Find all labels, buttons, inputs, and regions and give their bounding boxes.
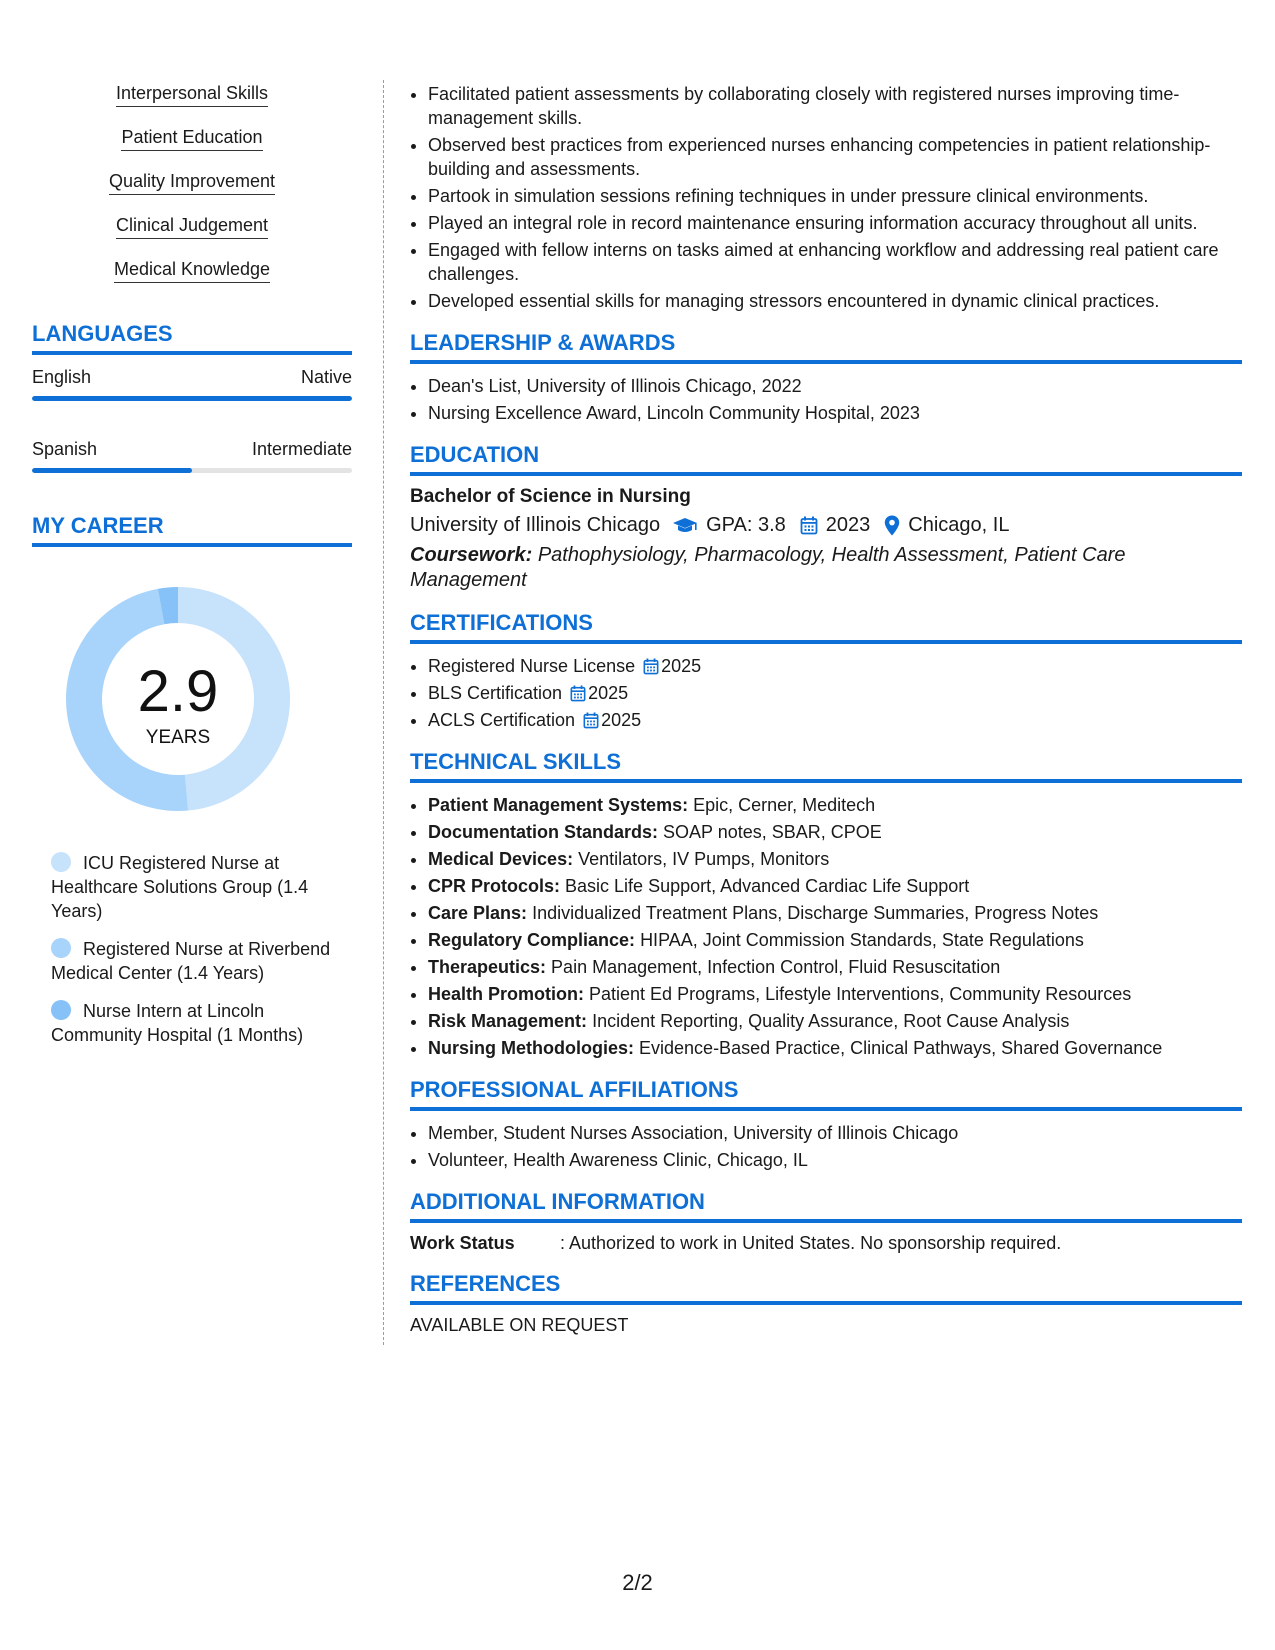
experience-bullet: • Observed best practices from experienced nurses enhancing competencies in patient relationship-building and assessments. bbox=[428, 133, 1242, 181]
career-legend-label: Registered Nurse at Riverbend Medical Center (1.4 Years) bbox=[51, 939, 331, 983]
technical-skill-label: Nursing Methodologies: bbox=[428, 1038, 634, 1058]
languages-heading: LANGUAGES bbox=[32, 321, 352, 355]
coursework-label: Coursework: bbox=[410, 544, 533, 566]
language-bar bbox=[32, 468, 352, 473]
certification-item bbox=[428, 681, 1242, 705]
career-heading: MY CAREER bbox=[32, 513, 352, 547]
calendar-icon bbox=[800, 516, 818, 535]
career-legend-item bbox=[51, 851, 341, 923]
languages-section bbox=[32, 367, 352, 473]
legend-dot-icon bbox=[51, 938, 71, 958]
calendar-icon bbox=[583, 712, 599, 729]
technical-skill-value: Ventilators, IV Pumps, Monitors bbox=[578, 849, 830, 869]
technical-skill-label: CPR Protocols: bbox=[428, 876, 561, 896]
technical-skill-value: Pain Management, Infection Control, Fluid Resuscitation bbox=[551, 957, 1001, 977]
education-entry bbox=[410, 486, 1242, 593]
graduation-cap-icon bbox=[672, 517, 698, 535]
education-year: 2023 bbox=[825, 514, 871, 536]
career-donut-center bbox=[66, 659, 290, 749]
technical-skill-item bbox=[428, 847, 1242, 871]
skill-label: Patient Education bbox=[121, 126, 262, 151]
education-degree: Bachelor of Science in Nursing bbox=[410, 486, 691, 507]
certification-item bbox=[428, 708, 1242, 732]
experience-bullet: • Developed essential skills for managing stressors encountered in dynamic clinical practices. bbox=[428, 289, 1242, 313]
references-heading: REFERENCES bbox=[410, 1270, 1242, 1305]
page-number: 2/2 bbox=[622, 1570, 653, 1595]
language-bar bbox=[32, 396, 352, 401]
work-status-label: Work Status bbox=[410, 1233, 515, 1253]
leadership-item: • Dean's List, University of Illinois Chicago, 2022 bbox=[428, 374, 1242, 398]
left-column bbox=[32, 82, 352, 1061]
technical-skill-value: Incident Reporting, Quality Assurance, Root Cause Analysis bbox=[592, 1011, 1070, 1031]
skill-item bbox=[32, 170, 352, 195]
skill-item bbox=[32, 258, 352, 283]
technical-skill-value: Epic, Cerner, Meditech bbox=[693, 795, 876, 815]
technical-skill-item bbox=[428, 982, 1242, 1006]
language-level: Native bbox=[300, 367, 352, 387]
career-legend-item bbox=[51, 999, 341, 1047]
leadership-item: • Nursing Excellence Award, Lincoln Community Hospital, 2023 bbox=[428, 401, 1242, 425]
certification-name: BLS Certification bbox=[428, 683, 563, 703]
technical-skills-heading: TECHNICAL SKILLS bbox=[410, 748, 1242, 783]
technical-skill-value: Individualized Treatment Plans, Discharge Summaries, Progress Notes bbox=[532, 903, 1099, 923]
technical-skill-item bbox=[428, 820, 1242, 844]
career-donut-chart bbox=[32, 587, 352, 827]
calendar-icon bbox=[643, 658, 659, 675]
additional-info-heading: ADDITIONAL INFORMATION bbox=[410, 1188, 1242, 1223]
technical-skill-value: Basic Life Support, Advanced Cardiac Life Support bbox=[565, 876, 970, 896]
references-text: AVAILABLE ON REQUEST bbox=[410, 1315, 629, 1335]
language-name: English bbox=[32, 367, 92, 387]
technical-skill-label: Risk Management: bbox=[428, 1011, 588, 1031]
affiliations-list bbox=[410, 1121, 1242, 1172]
technical-skill-item bbox=[428, 793, 1242, 817]
work-status-row bbox=[410, 1233, 1242, 1254]
certification-name: Registered Nurse License bbox=[428, 656, 636, 676]
certification-item bbox=[428, 654, 1242, 678]
education-location: Chicago, IL bbox=[908, 514, 1010, 536]
right-column bbox=[410, 82, 1242, 1336]
experience-bullet: • Facilitated patient assessments by collaborating closely with registered nurses improving time-management skills. bbox=[428, 82, 1242, 130]
legend-dot-icon bbox=[51, 852, 71, 872]
coursework-text: Pathophysiology, Pharmacology, Health Assessment, Patient Care Management bbox=[410, 544, 1126, 591]
language-bar-fill bbox=[32, 468, 192, 473]
skill-label: Interpersonal Skills bbox=[116, 82, 268, 107]
certification-name: ACLS Certification bbox=[428, 710, 576, 730]
language-level: Intermediate bbox=[251, 439, 352, 459]
education-school: University of Illinois Chicago bbox=[410, 514, 661, 536]
technical-skill-item bbox=[428, 928, 1242, 952]
technical-skill-item bbox=[428, 955, 1242, 979]
language-row bbox=[32, 367, 352, 388]
certification-year: 2025 bbox=[601, 710, 642, 730]
skill-label: Quality Improvement bbox=[109, 170, 275, 195]
technical-skill-label: Medical Devices: bbox=[428, 849, 574, 869]
skill-label: Medical Knowledge bbox=[114, 258, 270, 283]
skill-item bbox=[32, 126, 352, 151]
experience-bullets bbox=[410, 82, 1242, 313]
education-coursework bbox=[410, 543, 1242, 593]
skill-label: Clinical Judgement bbox=[116, 214, 268, 239]
technical-skill-item bbox=[428, 1009, 1242, 1033]
affiliation-item: • Member, Student Nurses Association, University of Illinois Chicago bbox=[428, 1121, 1242, 1145]
technical-skill-value: HIPAA, Joint Commission Standards, State Regulations bbox=[640, 930, 1084, 950]
career-legend-label: ICU Registered Nurse at Healthcare Solutions Group (1.4 Years) bbox=[51, 853, 309, 921]
technical-skill-value: Evidence-Based Practice, Clinical Pathways, Shared Governance bbox=[639, 1038, 1163, 1058]
leadership-list bbox=[410, 374, 1242, 425]
skill-list bbox=[32, 82, 352, 283]
calendar-icon bbox=[570, 685, 586, 702]
experience-bullet: • Played an integral role in record maintenance ensuring information accuracy throughout all units. bbox=[428, 211, 1242, 235]
technical-skill-value: SOAP notes, SBAR, CPOE bbox=[663, 822, 882, 842]
technical-skill-label: Health Promotion: bbox=[428, 984, 584, 1004]
certifications-heading: CERTIFICATIONS bbox=[410, 609, 1242, 644]
work-status-value: : Authorized to work in United States. No sponsorship required. bbox=[560, 1233, 1062, 1253]
technical-skill-item bbox=[428, 1036, 1242, 1060]
location-pin-icon bbox=[884, 515, 900, 536]
technical-skill-label: Regulatory Compliance: bbox=[428, 930, 636, 950]
education-details bbox=[410, 514, 1242, 537]
skill-item bbox=[32, 214, 352, 239]
language-name: Spanish bbox=[32, 439, 98, 459]
career-total: 2.9 bbox=[137, 659, 219, 724]
experience-bullet: • Partook in simulation sessions refining techniques in under pressure clinical environments. bbox=[428, 184, 1242, 208]
career-legend-item bbox=[51, 937, 341, 985]
technical-skill-item bbox=[428, 874, 1242, 898]
career-legend-label: Nurse Intern at Lincoln Community Hospital (1 Months) bbox=[51, 1001, 304, 1045]
technical-skills-list bbox=[410, 793, 1242, 1060]
column-divider bbox=[383, 80, 384, 1345]
legend-dot-icon bbox=[51, 1000, 71, 1020]
experience-bullet: • Engaged with fellow interns on tasks aimed at enhancing workflow and addressing real patient care challenges. bbox=[428, 238, 1242, 286]
technical-skill-item bbox=[428, 901, 1242, 925]
technical-skill-value: Patient Ed Programs, Lifestyle Interventions, Community Resources bbox=[589, 984, 1132, 1004]
education-heading: EDUCATION bbox=[410, 441, 1242, 476]
technical-skill-label: Documentation Standards: bbox=[428, 822, 659, 842]
certifications-list bbox=[410, 654, 1242, 732]
technical-skill-label: Care Plans: bbox=[428, 903, 528, 923]
language-bar-fill bbox=[32, 396, 352, 401]
certification-year: 2025 bbox=[661, 656, 702, 676]
technical-skill-label: Therapeutics: bbox=[428, 957, 547, 977]
leadership-heading: LEADERSHIP & AWARDS bbox=[410, 329, 1242, 364]
language-row bbox=[32, 439, 352, 460]
education-gpa: GPA: 3.8 bbox=[706, 514, 786, 536]
affiliation-item: • Volunteer, Health Awareness Clinic, Chicago, IL bbox=[428, 1148, 1242, 1172]
technical-skill-label: Patient Management Systems: bbox=[428, 795, 689, 815]
career-legend bbox=[32, 851, 341, 1047]
certification-year: 2025 bbox=[588, 683, 629, 703]
career-unit: YEARS bbox=[145, 727, 211, 748]
skill-item bbox=[32, 82, 352, 107]
affiliations-heading: PROFESSIONAL AFFILIATIONS bbox=[410, 1076, 1242, 1111]
